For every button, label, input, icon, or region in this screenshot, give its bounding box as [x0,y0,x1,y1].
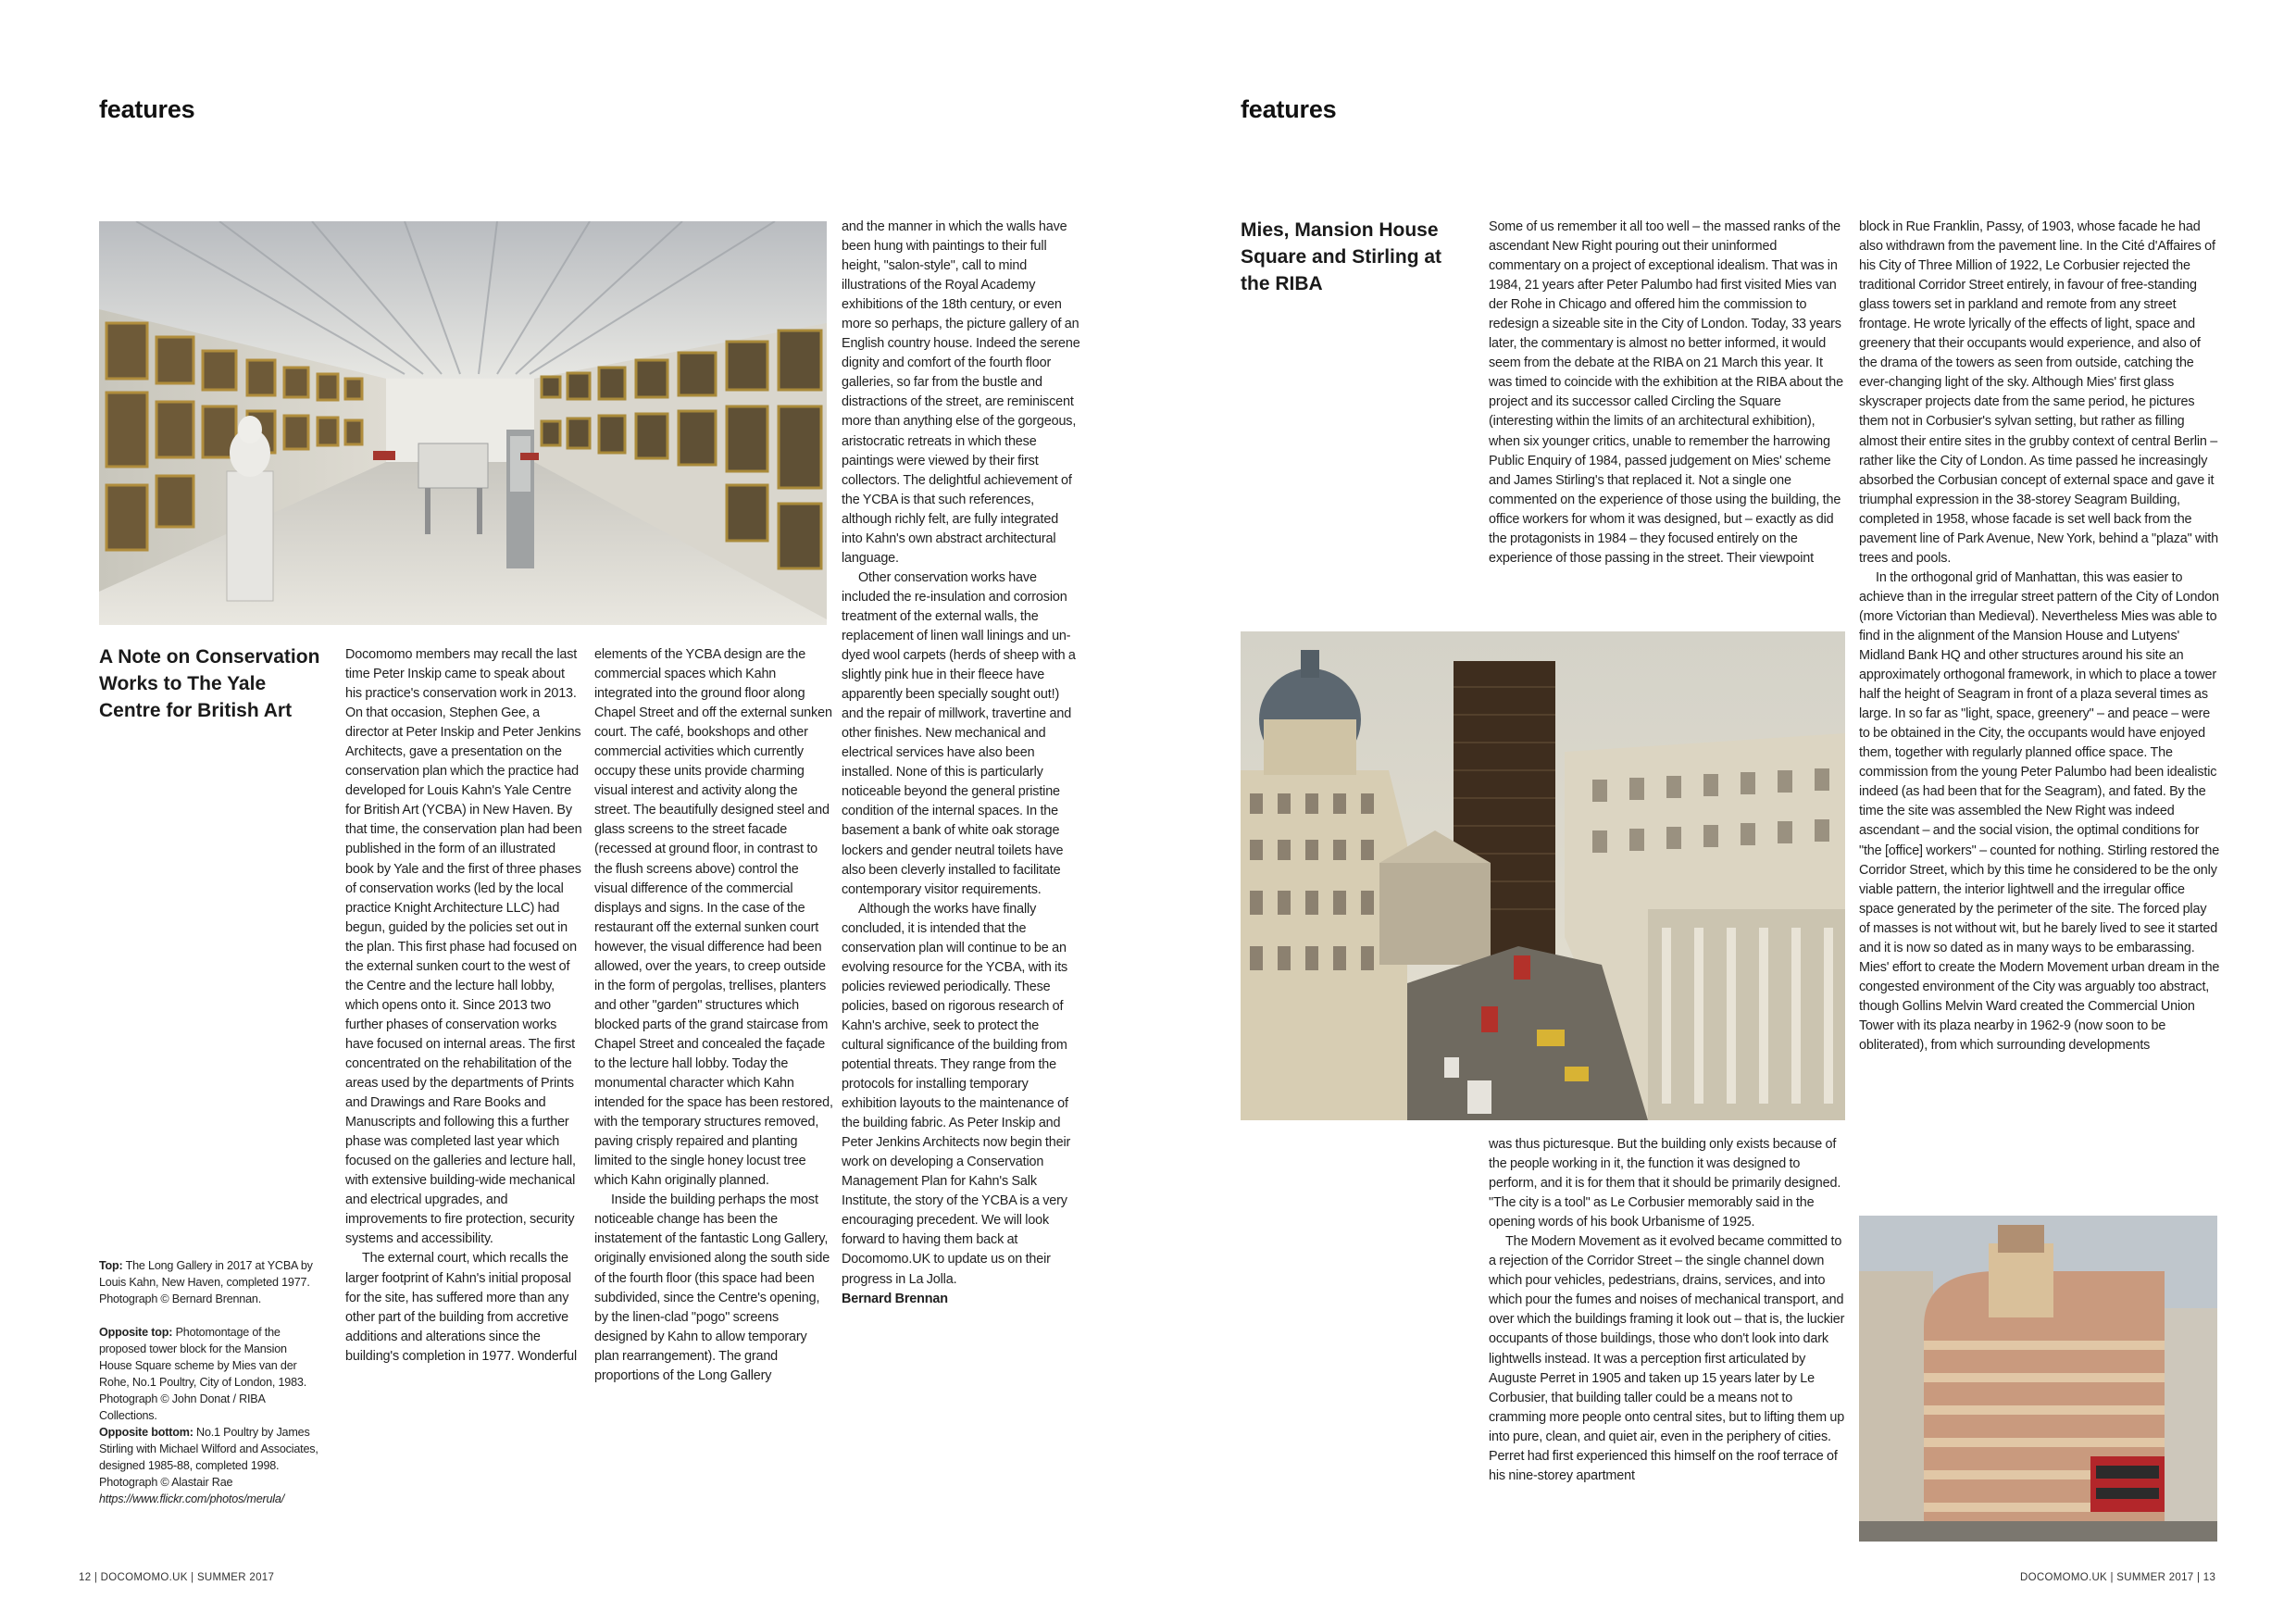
article-title: Mies, Mansion House Square and Stirling at the RIBA [1241,219,1442,294]
paragraph: The Modern Movement as it evolved became committed to a rejection of the Corridor Street – the single channel down which pour vehicles, pedestrians, drains, services, and into which pour the fumes and noises of mechanical transport, and over which the buildings framing it look out – that is, the luckier occupants of those buildings, those who don't look into dark lightwells instead. It was a perception first articulated by Auguste Perret in 1905 and taken up 15 years later by Le Corbusier, that building taller could be a means not to cramming more people onto central sites, but to lifting them up into pure, clean, and quiet air, even in the periphery of cities. Perret had first experienced this himself on the roof terrace of his nine-storey apartment [1489,1234,1845,1483]
paragraph: Some of us remember it all too well – the massed ranks of the ascendant New Right pouring out their uninformed commentary on a project of exceptional idealism. That was in 1984, 21 years after Peter Palumbo had first visited Mies van der Rohe in Chicago and offered him the commission to redesign a sizeable site in the City of London. Today, 33 years later, the commentary is almost no better informed, it would seem from the debate at the RIBA on 21 March this year. It was timed to coincide with the exhibition at the RIBA about the project and its successor called Circling the Square (interesting within the limits of an architectural exhibition), when six younger critics, unable to remember the harrowing Public Enquiry of 1984, passed judgement on Mies' scheme and James Stirling's that replaced it. Not a single one commented on the experience of those using the building, the office workers for whom it was designed, but – exactly as did the protagonists in 1984 – they focused entirely on the experience of those passing in the street. Their viewpoint [1489,219,1843,566]
caption-label: Opposite top: [99,1326,173,1339]
city-street-icon [1241,631,1845,1120]
text-column-1 [345,645,584,1543]
text-column-3 [842,218,1080,1551]
caption-text: No.1 Poultry by James Stirling with Michael Wilford and Associates, designed 1985-88, completed 1998. [99,1426,318,1472]
text-column-1-bottom [1489,1135,1846,1552]
article-title: A Note on Conservation Works to The Yale Centre for British Art [99,646,320,721]
page-folio: DOCOMOMO.UK | SUMMER 2017 | 13 [2020,1572,2216,1583]
gallery-interior-icon [99,221,827,625]
page-folio: 12 | DOCOMOMO.UK | SUMMER 2017 [79,1572,275,1583]
text-column-2 [594,645,833,1543]
right-page [1148,0,2296,1623]
text-column-1-top [1489,218,1846,629]
section-label: features [1241,95,1337,123]
caption-label: Top: [99,1259,123,1272]
section-label: features [99,95,195,123]
paragraph: Inside the building perhaps the most noticeable change has been the instatement of the fantastic Long Gallery, originally envisioned along the south side of the fourth floor (this space had been subdivided, since the Centre's opening, by the linen-clad "pogo" screens designed by Kahn to allow temporary plan rearrangement). The grand proportions of the Long Gallery [594,1192,830,1383]
byline: Bernard Brennan [842,1291,948,1306]
paragraph: elements of the YCBA design are the commercial spaces which Kahn integrated into the ground floor along Chapel Street and off the external sunken court. The café, bookshops and other commercial activities which currently occupy these units provide charming visual interest and activity along the street. The beautifully designed steel and glass screens to the street facade (recessed at ground floor, in contrast to the flush screens above) control the visual difference of the commercial displays and signs. In the case of the restaurant off the external sunken court however, the visual difference had been allowed, over the years, to creep outside in the form of pergolas, trellises, planters and other "garden" structures which blocked parts of the grand staircase from Chapel Street and concealed the façade to the lecture hall lobby. Today the monumental character which Kahn intended for the space has been restored, with the temporary structures removed, paving crisply repaired and planting limited to the single honey locust tree which Kahn originally planned. [594,647,833,1189]
caption-text: The Long Gallery in 2017 at YCBA by Louis Kahn, New Haven, completed 1977. Photograph © Bernard Brennan. [99,1259,313,1305]
photo-captions [99,1257,321,1507]
paragraph: Other conservation works have included the re-insulation and corrosion treatment of the external walls, the replacement of linen wall linings and un-dyed wool carpets (herds of sheep with a slightly pink hue in their fleece have apparently been specially sought out!) and the repair of millwork, travertine and other finishes. New mechanical and electrical services have also been installed. None of this is particularly noticeable beyond the general pristine condition of the internal spaces. In the basement a bank of white oak storage lockers and gender neutral toilets have also been cleverly installed to facilitate contemporary visitor requirements. [842,569,1076,897]
caption-link[interactable]: https://www.flickr.com/photos/merula/ [99,1492,284,1505]
building-icon [1859,1216,2217,1542]
paragraph: and the manner in which the walls have been hung with paintings to their full height, "salon-style", call to mind illustrations of the Royal Academy exhibitions of the 18th century, or even more so perhaps, the picture gallery of an English country house. Indeed the serene dignity and comfort of the fourth floor galleries, so far from the bustle and distractions of the street, are reminiscent more than anything else of the gorgeous, aristocratic retreats in which these paintings were viewed by their first collectors. The delightful achievement of the YCBA is that such references, although richly felt, are fully integrated into Kahn's own abstract architectural language. [842,219,1080,566]
mansion-house-photo [1241,631,1845,1120]
text-column-2 [1859,218,2220,1210]
caption-credit: Photograph © Alastair Rae [99,1476,233,1489]
paragraph: In the orthogonal grid of Manhattan, this was easier to achieve than in the irregular street pattern of the City of London (more Victorian than Medieval). Nevertheless Mies was able to find in the alignment of the Mansion House and Lutyens' Midland Bank HQ and other structures around his site an approximately orthogonal framework, in which to place a tower half the height of Seagram in front of a plaza several times as large. In so far as "light, space, greenery" – and peace – were to be obtained in the City, the occupants would have enjoyed them, together with regularly planned office space. The commission from the young Peter Palumbo had been idealistic indeed (as had been that for the Seagram), and fated. By the time the site was assembled the New Right was indeed ascendant – and the social vision, the optimal conditions for "the [office] workers" – counted for nothing. Stirling restored the Corridor Street, which by this time he considered to be the only viable pattern, the interior lightwell and the irregular office space generated by the perimeter of the site. The forced play of masses is not without wit, but he barely lived to see it started and it is now so dated as in many ways to be embarassing. Mies' effort to create the Modern Movement urban dream in the congested environment of the City was arguably too abstract, though Gollins Melvin Ward created the Commercial Union Tower with its plaza nearby in 1962-9 (now soon to be obliterated), from which surrounding developments [1859,569,2220,1053]
paragraph: block in Rue Franklin, Passy, of 1903, whose facade he had also withdrawn from the pavement line. In the Cité d'Affaires of his City of Three Million of 1922, Le Corbusier rejected the traditional Corridor Street entirely, in favour of free-standing glass towers set in parkland and remote from any street frontage. He wrote lyrically of the effects of light, space and greenery that their occupants would experience, and also of the drama of the towers as seen from outside, catching the ever-changing light of the sky. Although Mies' first glass skyscraper projects date from the same period, he pictures them not in Corbusier's sylvan setting, but rather as filling almost their entire sites in the grubby context of central Berlin – rather like the City of London. As time passed he increasingly absorbed the Corbusian concept of external space and gave it triumphal expression in the 38-storey Seagram Building, completed in 1958, whose facade is set well back from the pavement line of Park Avenue, New York, behind a "plaza" with trees and pools. [1859,219,2218,566]
paragraph: Although the works have finally concluded, it is intended that the conservation plan will continue to be an evolving resource for the YCBA, with its policies reviewed periodically. These policies, based on rigorous research of Kahn's archive, seek to protect the cultural significance of the building from potential threats. They range from the protocols for installing temporary exhibition layouts to the maintenance of the building fabric. As Peter Inskip and Peter Jenkins Architects now begin their work on developing a Conservation Management Plan for Kahn's Salk Institute, the story of the YCBA is a very encouraging precedent. We will look forward to having them back at Docomomo.UK to update us on their progress in La Jolla. [842,901,1071,1287]
paragraph: Docomomo members may recall the last time Peter Inskip came to speak about his practice's conservation work in 2013. On that occasion, Stephen Gee, a director at Peter Inskip and Peter Jenkins Architects, gave a presentation on the conservation plan which the practice had developed for Louis Kahn's Yale Centre for British Art (YCBA) in New Haven. By that time, the conservation plan had been published in the form of an illustrated book by Yale and the first of three phases of conservation works (led by the local practice Knight Architecture LLC) had begun, guided by the policies set out in the plan. This first phase had focused on the external sunken court to the west of the Centre and the lecture hall lobby, which opens onto it. Since 2013 two further phases of conservation works have focused on internal areas. The first concentrated on the rehabilitation of the areas used by the departments of Prints and Drawings and Rare Books and Manuscripts and following this a further phase was completed last year which focused on the galleries and lecture hall, with extensive building-wide mechanical and electrical upgrades, and improvements to fire protection, security systems and accessibility. [345,647,582,1247]
paragraph: The external court, which recalls the larger footprint of Kahn's initial proposal for the site, has suffered more than any other part of the building from accretive additions and alterations since the building's completion in 1977. Wonderful [345,1251,578,1364]
no1-poultry-photo [1859,1216,2217,1542]
caption-label: Opposite bottom: [99,1426,193,1439]
paragraph: was thus picturesque. But the building only exists because of the people working in it, the function it was designed to perform, and it is for them that it should be primarily designed. "The city is a tool" as Le Corbusier memorably said in the opening words of his book Urbanisme of 1925. [1489,1137,1841,1230]
caption-text: Photomontage of the proposed tower block for the Mansion House Square scheme by Mies van der Rohe, No.1 Poultry, City of London, 1983. Photograph © John Donat / RIBA Collections. [99,1326,306,1422]
gallery-photo [99,221,827,625]
